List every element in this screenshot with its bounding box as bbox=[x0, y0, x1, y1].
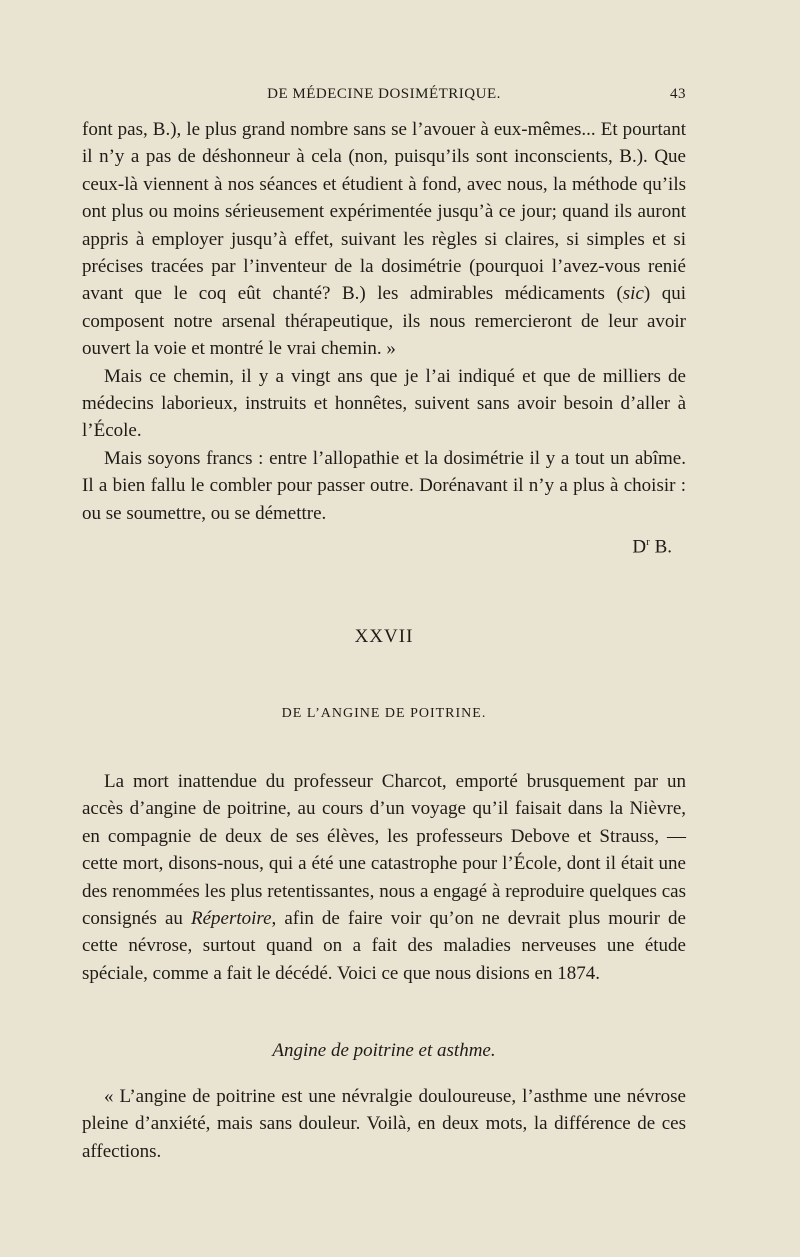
text-block-chapter bbox=[82, 768, 686, 987]
paragraph: Mais soyons francs : entre l’allopathie et la dosimétrie il y a tout un abîme. Il a bien fallu le combler pour passer outre. Dorénavant il n’y a plus à choisir : ou se soumettre, ou se démettre. bbox=[82, 447, 686, 524]
chapter-title: DE L’ANGINE DE POITRINE. bbox=[281, 706, 487, 721]
sic-note: sic bbox=[622, 283, 644, 305]
signature-superscript: r bbox=[646, 536, 650, 549]
text-block-section bbox=[82, 1083, 686, 1165]
paragraph-text: La mort inattendue du professeur Charcot, emporté brusquement par un accès d’angine de poitrine, au cours d’un voyage qu’il faisait dans la Nièvre, en compagnie de deux de ses élèves, les professeurs Debove et Strauss, — cette mort, disons-nous, qui a été une catastrophe pour l’École, dont il était une des renommées les plus retentissantes, nous a engagé à reproduire quelques cas consignés au bbox=[82, 771, 686, 930]
paragraph bbox=[82, 768, 686, 987]
paragraph bbox=[82, 116, 686, 363]
signature-title: D bbox=[632, 536, 647, 558]
page-number: 43 bbox=[670, 86, 686, 102]
section-title: Angine de poitrine et asthme. bbox=[272, 1040, 496, 1061]
paragraph: Mais ce chemin, il y a vingt ans que je l’ai indiqué et que de milliers de médecins laborieux, instruits et honnêtes, suivent sans avoir besoin d’aller à l’École. bbox=[82, 365, 686, 442]
signature-name: B. bbox=[649, 536, 672, 558]
paragraph-text: font pas, B.), le plus grand nombre sans se l’avouer à eux-mêmes... Et pourtant il n’y a pas de déshonneur à cela (non, puisqu’ils sont inconscients, B.). Que ceux-là viennent à nos séances et étudient à fond, avec nous, la méthode qu’ils ont plus ou moins sérieusement expérimentée jusqu’à ce jour; quand ils auront appris à employer jusqu’à effet, suivant les règles si claires, si simples et si précises tracées par l’inventeur de la dosimétrie (pourquoi l’avez-vous renié avant que le coq eût chanté? B.) les admirables médicaments ( bbox=[82, 119, 686, 305]
paragraph-text: , afin de faire voir qu’on ne devrait plus mourir de cette névrose, surtout quand on a fait des maladies nerveuses une étude spéciale, comme a fait le décédé. Voici ce que nous disions en 1874. bbox=[82, 908, 686, 984]
paragraph: « L’angine de poitrine est une névralgie douloureuse, l’asthme une névrose pleine d’anxiété, mais sans douleur. Voilà, en deux mots, la différence de ces affections. bbox=[82, 1086, 686, 1162]
repertoire-reference: Répertoire bbox=[190, 908, 272, 930]
chapter-number: XXVII bbox=[354, 626, 414, 647]
text-block-continuation bbox=[82, 116, 686, 560]
running-header bbox=[82, 86, 686, 110]
author-signature bbox=[82, 529, 686, 560]
running-title: DE MÉDECINE DOSIMÉTRIQUE. bbox=[267, 86, 501, 102]
paragraph-text: ) qui composent notre arsenal thérapeutique, ils nous remercieront de leur avoir ouvert la voie et montré le vrai chemin. » bbox=[82, 283, 687, 360]
